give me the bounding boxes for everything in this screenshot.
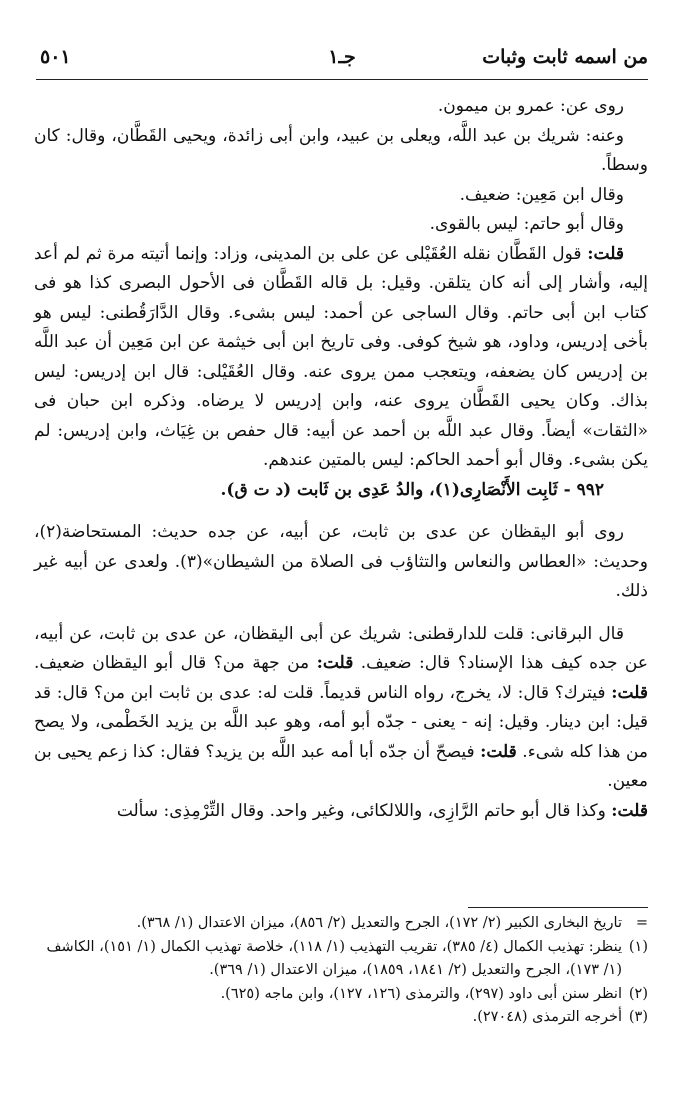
- page-header: [36, 46, 648, 76]
- riwaya-paragraph: روى أبو اليقظان عن عدى بن ثابت، عن أبيه، عن جده حديث: المستحاضة(٢)، وحديث: «العطاس والنعاس والتثاؤب فى الصلاة من الشيطان»(٣). ولعدى عن أبيه غير ذلك.: [34, 522, 648, 601]
- qult-label: قلت:: [611, 800, 648, 821]
- page-number: ٥٠١: [40, 46, 71, 68]
- text-line: روى عن: عمرو بن ميمون.: [437, 96, 624, 116]
- commentary-paragraph: [34, 240, 648, 476]
- text-line: وعنه: شريك بن عبد اللَّه، ويعلى بن عبيد، وابن أبى زائدة، ويحيى القَطَّان، وقال: كان وسطاً.: [34, 125, 648, 175]
- spacer: [34, 607, 648, 620]
- main-text: [34, 92, 648, 826]
- qult-label: قلت:: [611, 682, 648, 703]
- text-line: وقال أبو حاتم: ليس بالقوى.: [429, 214, 624, 234]
- footnote-marker: (٣): [628, 1009, 648, 1025]
- volume-label: جـ١: [328, 46, 356, 68]
- footnote: [36, 936, 648, 983]
- footnote-text: أخرجه الترمذى (٢٧٠٤٨).: [472, 1009, 622, 1025]
- barqani-text-3: فيترك؟ قال: لا، يخرج، رواه الناس قديماً. قلت له: عدى بن ثابت ابن من؟ قال: قد قيل: ابن دينار. وقيل: إنه - يعنى - جدّه أبو أمه، وهو عبد اللَّه بن يزيد الخَطْمى، ولا يصح من هذا كله شىء.: [34, 682, 649, 762]
- footnote-marker: =: [635, 915, 648, 931]
- footnote: [36, 983, 648, 1007]
- barqani-text-1: قال البرقانى: قلت للدارقطنى: شريك عن أبى اليقظان، عن عدى بن ثابت، عن أبيه، عن جده كيف هذا الإسناد؟ قال: ضعيف.: [34, 623, 649, 673]
- footnotes: [36, 912, 648, 1030]
- footnote-marker: (١): [628, 938, 648, 955]
- footnote-marker: (٢): [628, 985, 648, 1002]
- running-title: من اسمه ثابت وثبات: [482, 46, 648, 68]
- footnote-text: ينظر: تهذيب الكمال (٤/ ٣٨٥)، تقريب التهذيب (١/ ١١٨)، خلاصة تهذيب الكمال (١/ ١٥١)، الكاشف (١/ ١٧٣)، الجرح والتعديل (٢/ ١٨٤١، ١٨٥٩)، ميزان الاعتدال (١/ ٣٦٩).: [46, 938, 622, 978]
- footnote: [36, 912, 648, 936]
- qult-label: قلت:: [316, 653, 354, 673]
- barqani-paragraph: [34, 620, 648, 797]
- barqani-text-2: من جهة من؟ قال أبو اليقظان ضعيف.: [34, 653, 310, 673]
- last-line: [34, 797, 648, 827]
- spacer: [34, 505, 648, 518]
- entry-heading: ٩٩٢ - ثَابِت الأَنْصَارِى(١)، والدُ عَدِى بن ثَابت (د ت ق).: [220, 479, 604, 500]
- header-rule: [36, 79, 648, 80]
- footnote-text: تاريخ البخارى الكبير (٢/ ١٧٢)، الجرح والتعديل (٢/ ٨٥٦)، ميزان الاعتدال (١/ ٣٦٨).: [136, 915, 622, 931]
- footnote-rule: [468, 907, 648, 908]
- commentary-text: قول القَطَّان نقله العُقَيْلى عن على بن المدينى، وزاد: وإنما أتيته مرة ثم لم أعد إليه، وأشار إلى أنه كان يتلقن. وقيل: بل قاله القَطَّان فى الأحول البصرى كذا هو فى كتاب ابن أبى حاتم. وقال الساجى عن أحمد: ليس بشىء. وقال الدَّارَقُطنى: ليس هو بأخى إدريس، وداود، هو شيخ كوفى. وفى تاريخ ابن أبى خيثمة عن ابن مَعِين أن عبد اللَّه بن إدريس كان يضعفه، ويتعجب ممن يروى عنه. وقال العُقَيْلى: قال ابن إدريس: ليس بذاك. وكان يحيى القَطَّان يروى عنه، وابن إدريس لا يرضاه. وذكره ابن حبان فى «الثقات» أيضاً. وقال عبد اللَّه بن أحمد عن أبيه: قال حفص بن غِيَاث، وابن إدريس: لم يكن بشىء. وقال أبو أحمد الحاكم: ليس بالمتين عندهم.: [34, 243, 648, 470]
- qult-label: قلت:: [587, 243, 625, 264]
- footnote-text: انظر سنن أبى داود (٢٩٧)، والترمذى (١٢٦، ١٢٧)، وابن ماجه (٦٢٥).: [220, 985, 622, 1002]
- barqani-text-4: فيصحّ أن جدّه أبا أمه عبد اللَّه بن يزيد؟ فقال: كذا زعم يحيى بن معين.: [34, 741, 648, 791]
- text-line: وقال ابن مَعِين: ضعيف.: [459, 184, 624, 205]
- footnote: [36, 1006, 648, 1030]
- last-line-text: وكذا قال أبو حاتم الرَّازِى، واللالكائى، وغير واحد. وقال التِّرْمِذِى: سألت: [116, 800, 606, 821]
- qult-label: قلت:: [480, 741, 517, 762]
